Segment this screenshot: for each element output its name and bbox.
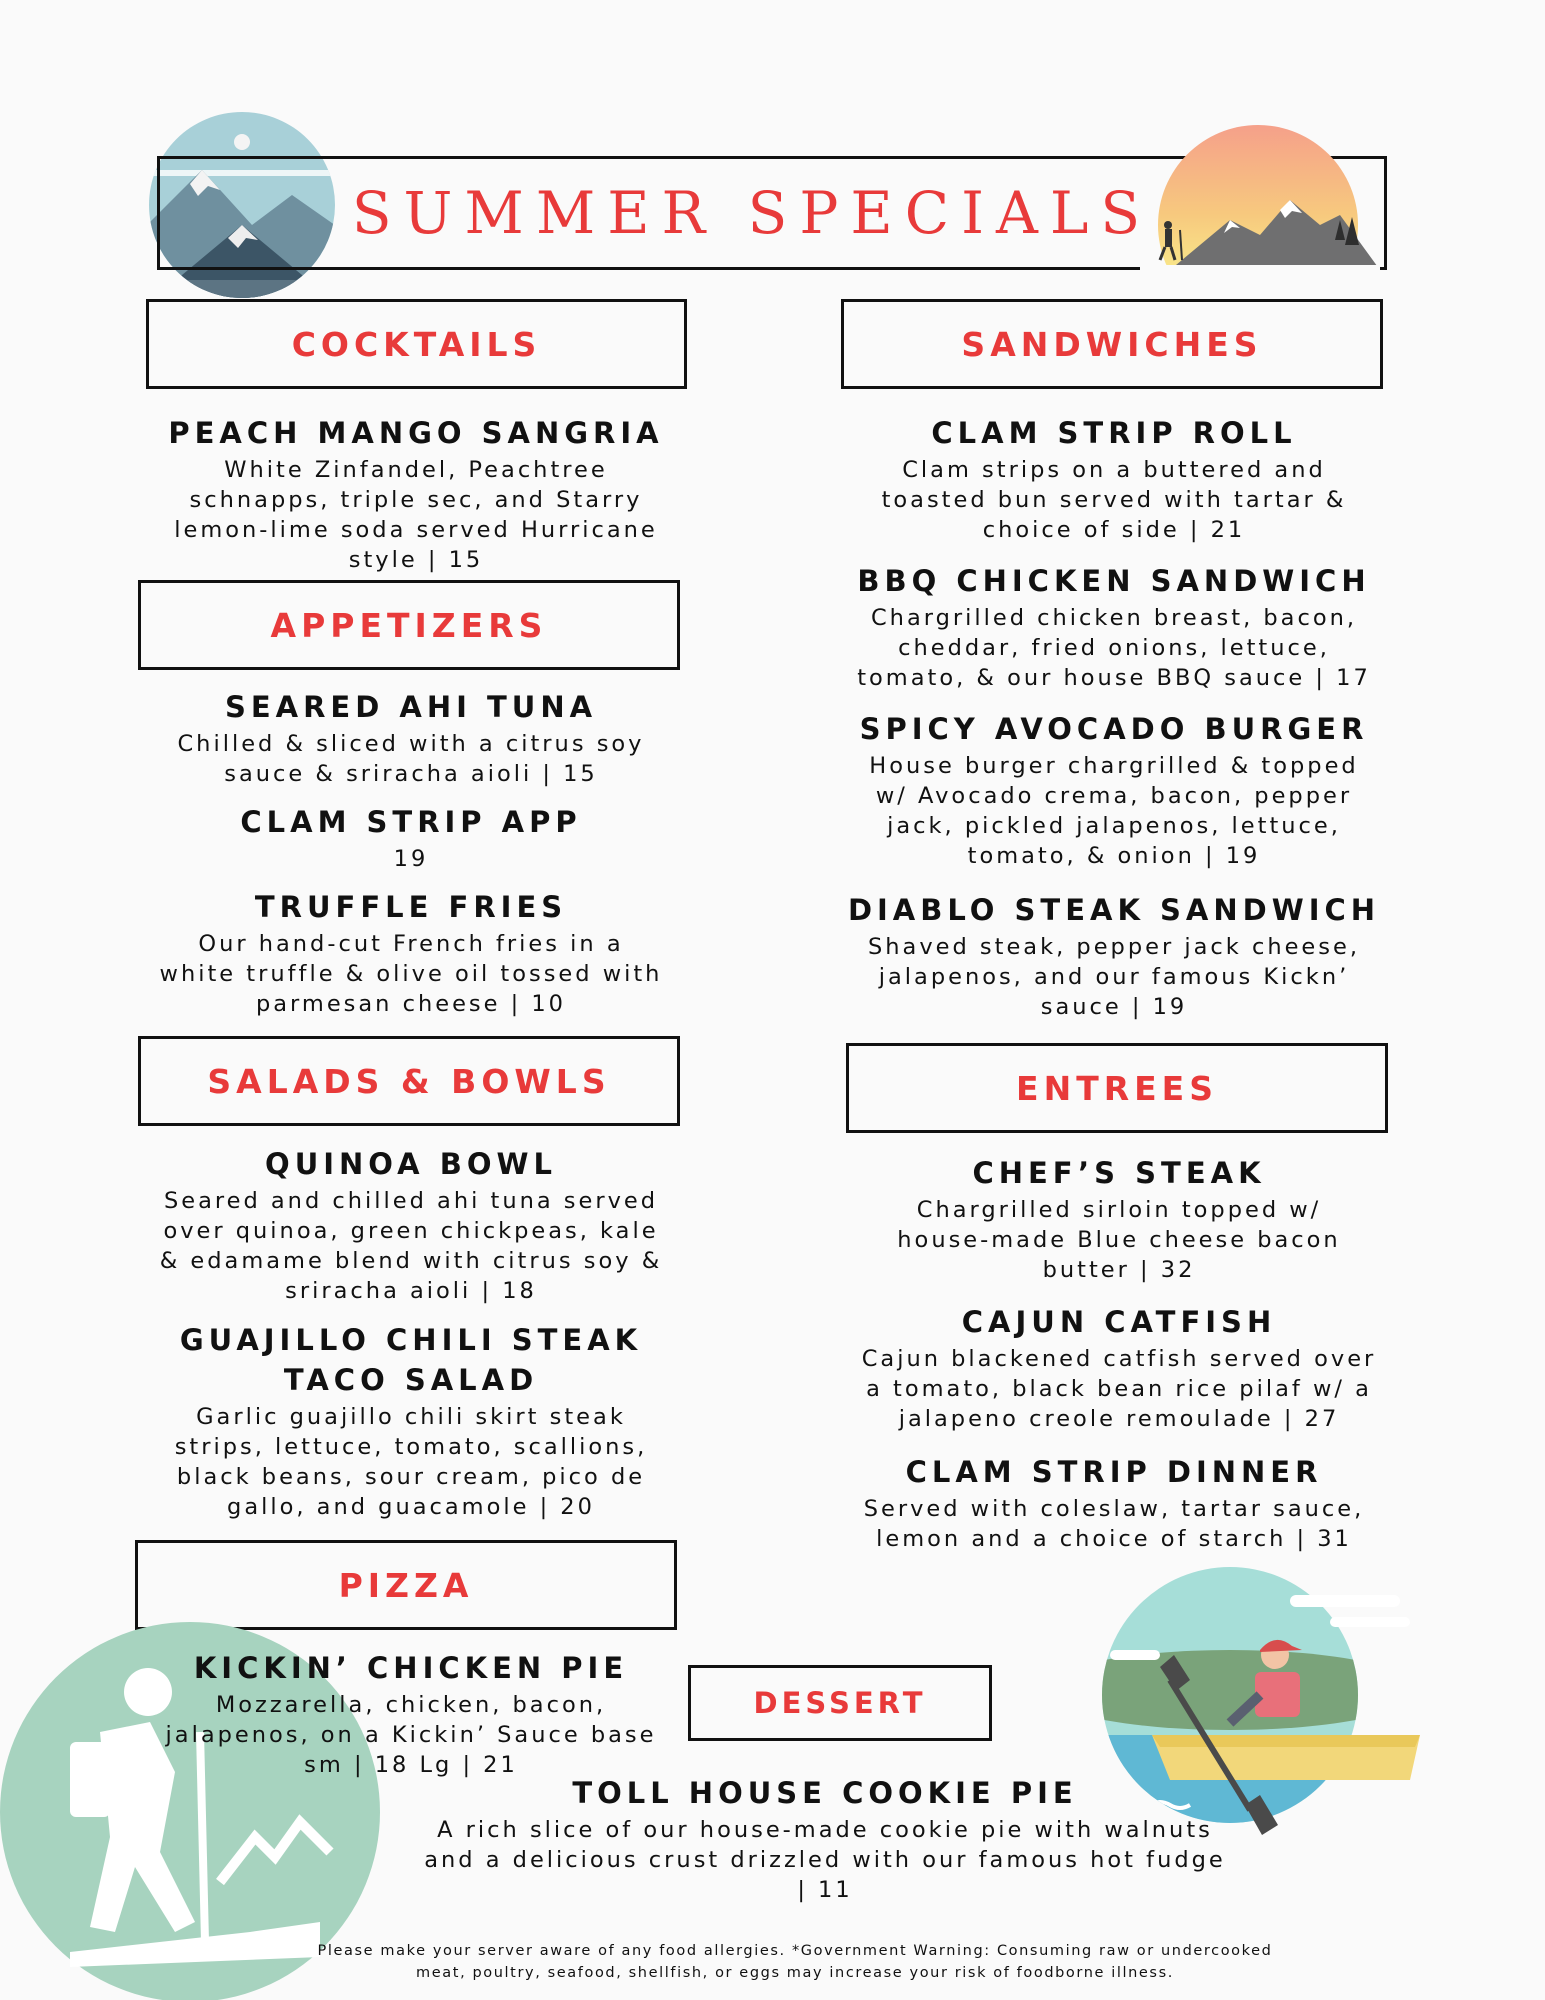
section-appetizers [138, 580, 680, 670]
menu-item-clam-strip-dinner [814, 1452, 1414, 1554]
item-description: Shaved steak, pepper jack cheese, jalapenos, and our famous Kickn’ sauce | 19 [868, 934, 1360, 1020]
section-pizza [135, 1540, 677, 1630]
menu-item-clam-strip-app [111, 802, 711, 874]
menu-item-spicy-avocado-burger [814, 709, 1414, 871]
item-name: CHEF’S STEAK [972, 1156, 1266, 1190]
section-sandwiches [841, 299, 1383, 389]
section-entrees [846, 1043, 1388, 1133]
item-name: SEARED AHI TUNA [224, 690, 598, 724]
item-name: SPICY AVOCADO BURGER [859, 712, 1369, 746]
item-name: CLAM STRIP APP [240, 805, 582, 839]
item-description: Clam strips on a buttered and toasted bun served with tartar & choice of side | 21 [881, 457, 1347, 543]
page-title: SUMMER SPECIALS [351, 179, 1153, 247]
item-name: DIABLO STEAK SANDWICH [847, 893, 1381, 927]
item-description: Mozzarella, chicken, bacon, jalapenos, on a Kickin’ Sauce base sm | 18 Lg | 21 [165, 1692, 657, 1778]
item-description: Cajun blackened catfish served over a tomato, black bean rice pilaf w/ a jalapeno creole remoulade | 27 [861, 1346, 1377, 1432]
sunset-hiker-icon [1140, 125, 1380, 275]
section-title: DESSERT [753, 1686, 927, 1720]
section-title: PIZZA [338, 1565, 474, 1605]
section-title: ENTREES [1016, 1068, 1218, 1108]
item-description: Seared and chilled ahi tuna served over quinoa, green chickpeas, kale & edamame blend with citrus soy & sriracha aioli | 18 [159, 1188, 663, 1304]
menu-item-chefs-steak [819, 1153, 1419, 1285]
item-description: A rich slice of our house-made cookie pie with walnuts and a delicious crust drizzled with our famous hot fudge | 11 [424, 1817, 1226, 1903]
item-name: TRUFFLE FRIES [254, 890, 568, 924]
menu-item-peach-mango-sangria [131, 413, 701, 575]
item-description: Garlic guajillo chili skirt steak strips, lettuce, tomato, scallions, black beans, sour cream, pico de gallo, and guacamole | 20 [174, 1404, 648, 1520]
section-title: APPETIZERS [270, 605, 548, 645]
menu-item-guajillo-taco-salad [111, 1320, 711, 1522]
menu-item-toll-house-cookie-pie [380, 1773, 1270, 1905]
item-name: TOLL HOUSE COOKIE PIE [572, 1776, 1078, 1810]
menu-item-truffle-fries [111, 887, 711, 1019]
section-salads [138, 1036, 680, 1126]
item-name: KICKIN’ CHICKEN PIE [193, 1651, 629, 1685]
item-name: BBQ CHICKEN SANDWICH [857, 564, 1371, 598]
menu-item-quinoa-bowl [111, 1144, 711, 1306]
item-name: GUAJILLO CHILI STEAK TACO SALAD [179, 1323, 643, 1397]
menu-item-bbq-chicken-sandwich [814, 561, 1414, 693]
item-description: White Zinfandel, Peachtree schnapps, triple sec, and Starry lemon-lime soda served Hurricane style | 15 [174, 457, 658, 573]
item-name: CLAM STRIP DINNER [905, 1455, 1323, 1489]
item-description: House burger chargrilled & topped w/ Avocado crema, bacon, pepper jack, pickled jalapenos, lettuce, tomato, & onion | 19 [869, 753, 1359, 869]
item-description: Chargrilled chicken breast, bacon, cheddar, fried onions, lettuce, tomato, & our house BBQ sauce | 17 [857, 605, 1371, 691]
item-name: QUINOA BOWL [265, 1147, 557, 1181]
item-name: CAJUN CATFISH [961, 1305, 1277, 1339]
allergy-disclaimer: Please make your server aware of any food allergies. *Government Warning: Consuming raw or undercooked meat, poultry, seafood, shellfish, or eggs may increase your risk of foodborne illness. [317, 1943, 1273, 1981]
menu-item-diablo-steak-sandwich [814, 890, 1414, 1022]
item-name: CLAM STRIP ROLL [931, 416, 1297, 450]
section-title: SANDWICHES [961, 324, 1263, 364]
menu-item-seared-ahi-tuna [111, 687, 711, 789]
menu-item-cajun-catfish [819, 1302, 1419, 1434]
section-cocktails [146, 299, 687, 389]
item-description: Chilled & sliced with a citrus soy sauce & sriracha aioli | 15 [177, 731, 645, 787]
item-description: Our hand-cut French fries in a white truffle & olive oil tossed with parmesan cheese | 10 [159, 931, 663, 1017]
item-description: 19 [393, 846, 429, 872]
section-title: SALADS & BOWLS [207, 1061, 611, 1101]
item-description: Chargrilled sirloin topped w/ house-made Blue cheese bacon butter | 32 [897, 1197, 1341, 1283]
item-description: Served with coleslaw, tartar sauce, lemon and a choice of starch | 31 [863, 1496, 1365, 1552]
menu-item-kickin-chicken-pie [131, 1648, 691, 1780]
section-dessert [688, 1665, 992, 1741]
menu-item-clam-strip-roll [814, 413, 1414, 545]
section-title: COCKTAILS [291, 324, 542, 364]
item-name: PEACH MANGO SANGRIA [168, 416, 664, 450]
